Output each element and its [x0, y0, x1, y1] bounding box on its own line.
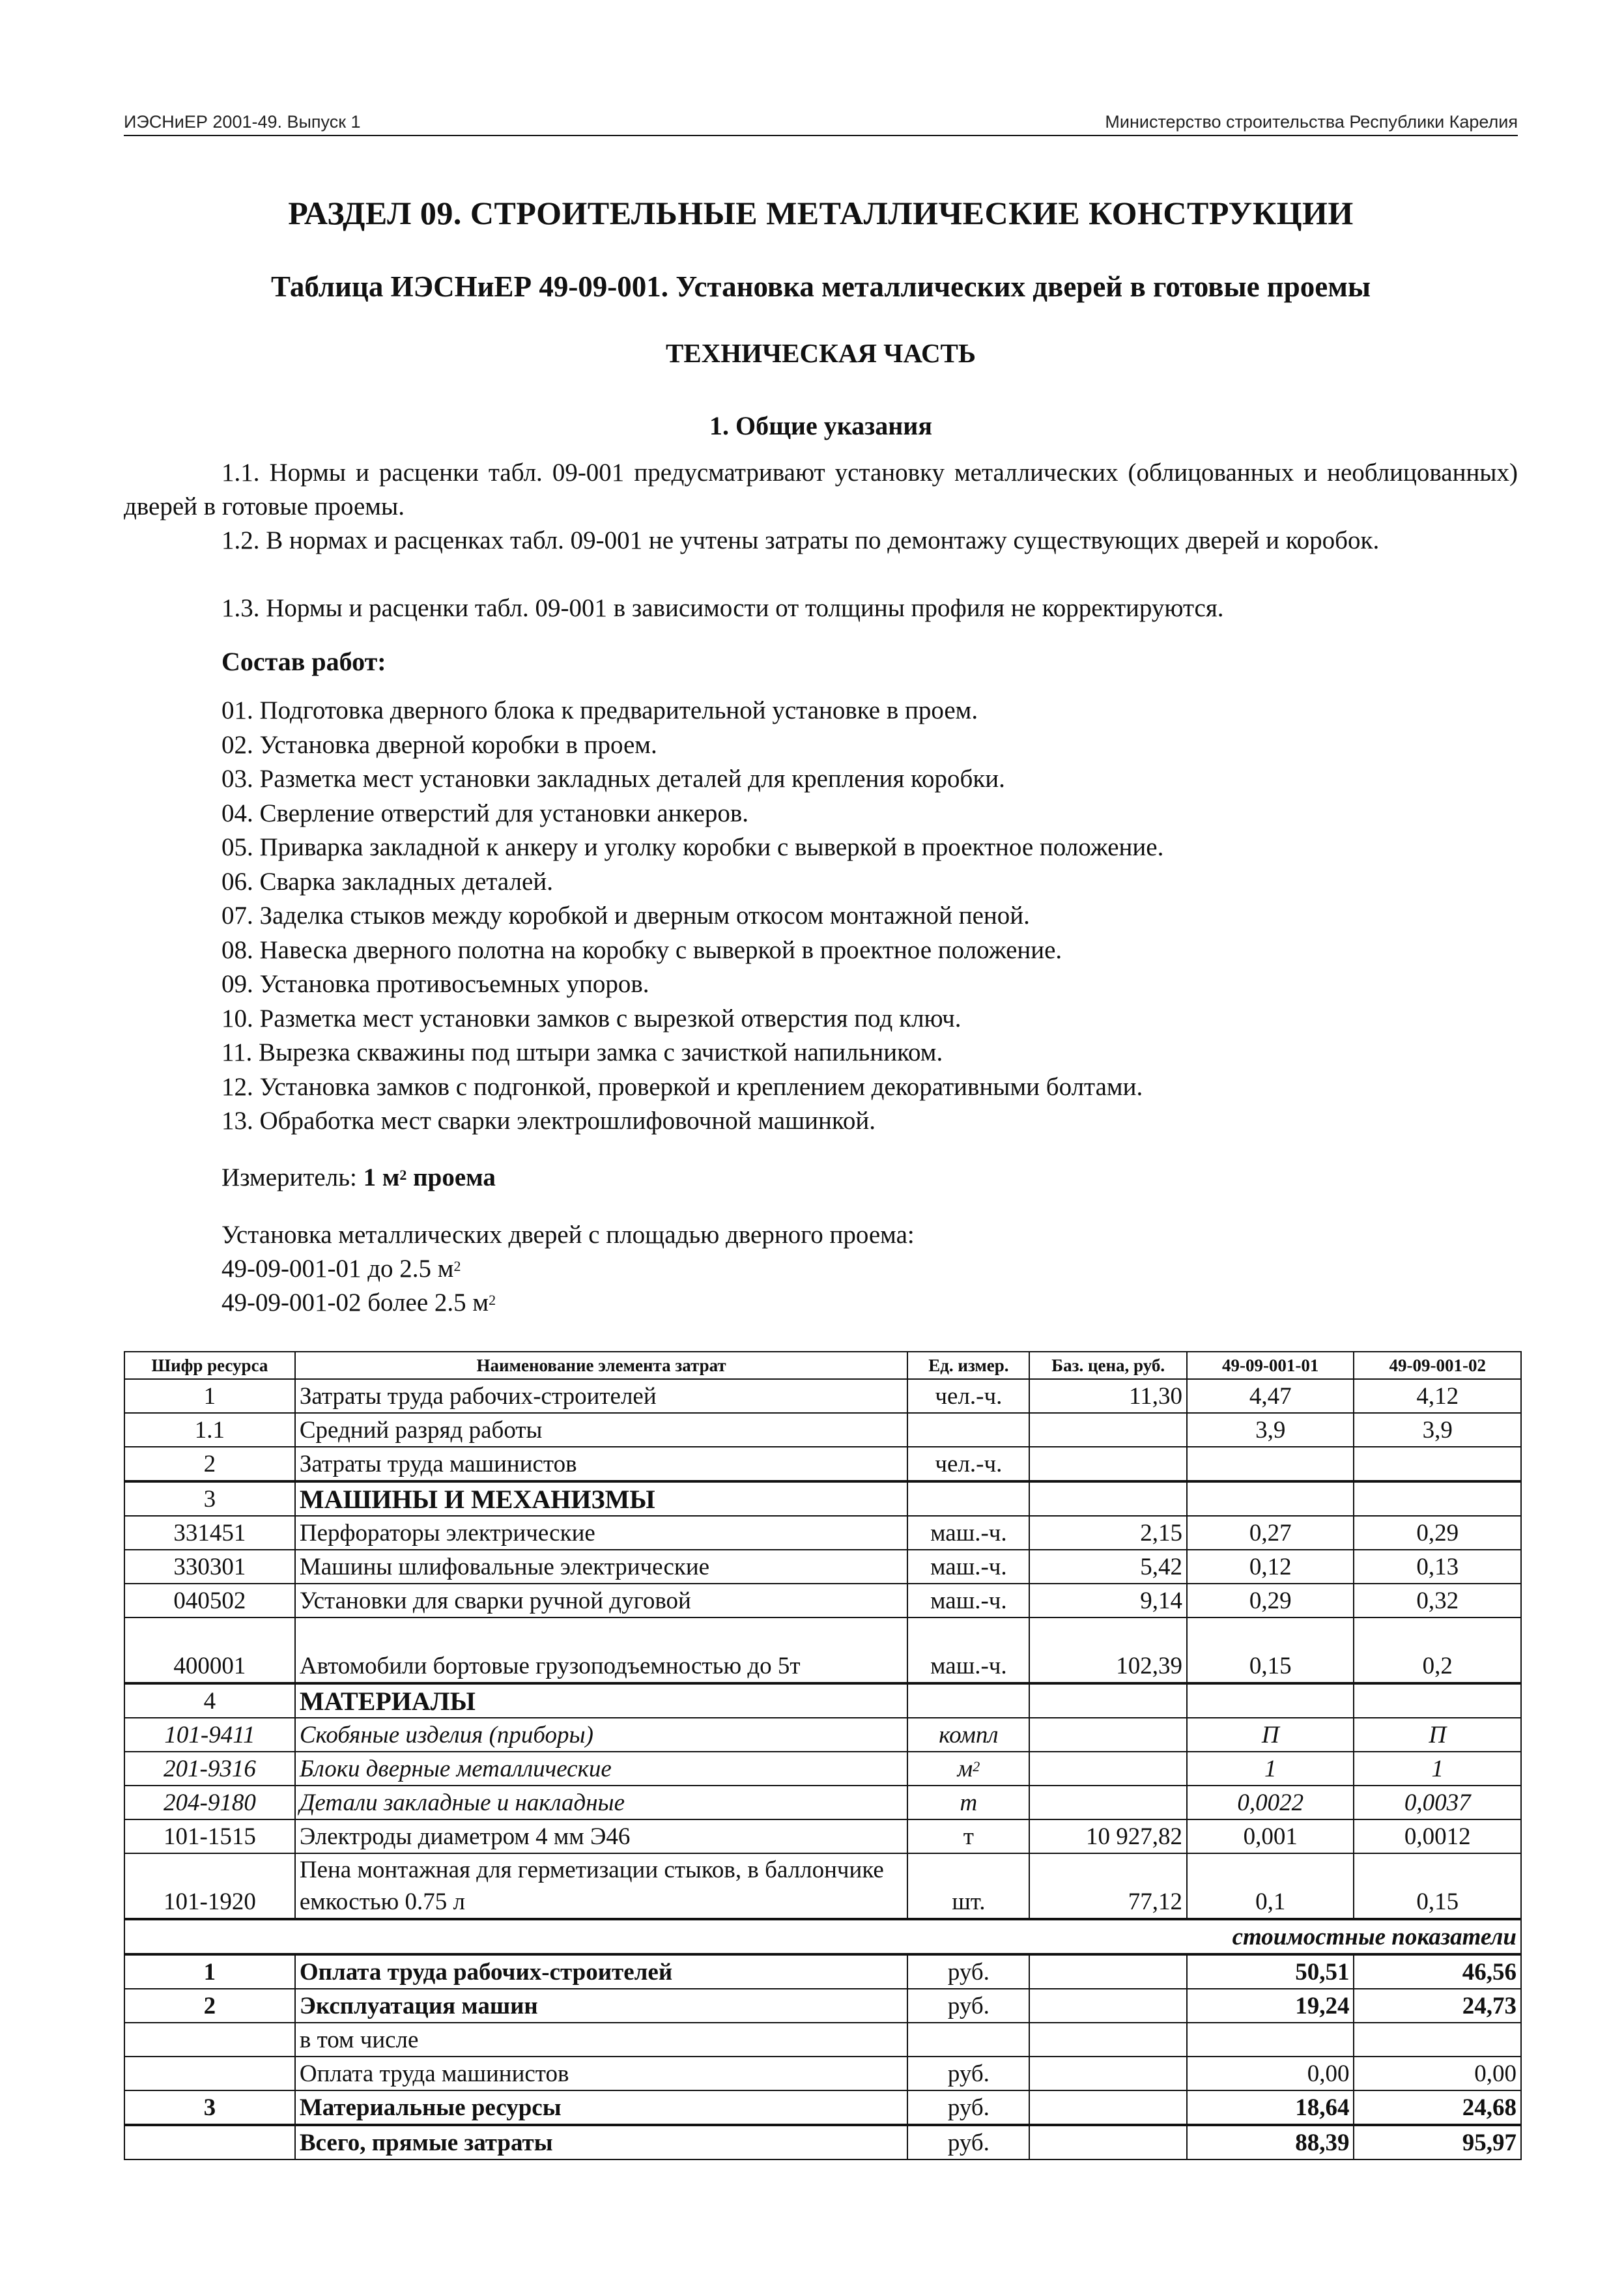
note-1: 1.1. Нормы и расценки табл. 09-001 предусматривают установку металлических (облицованных и необлицованных) дверей в готовые проемы. — [124, 459, 1518, 520]
summary-header-row — [124, 1919, 1521, 1954]
note-3: 1.3. Нормы и расценки табл. 09-001 в зависимости от толщины профиля не корректируются. — [221, 594, 1224, 622]
work-item: 13. Обработка мест сварки электрошлифовочной машинкой. — [221, 1107, 876, 1135]
table-row: 101-1515 Электроды диаметром 4 мм Э46 т 10 927,82 0,001 0,0012 — [124, 1819, 1521, 1853]
table-title: Таблица ИЭСНиЕР 49-09-001. Установка металлических дверей в готовые проемы — [270, 270, 1371, 303]
work-item: 09. Установка противосъемных упоров. — [221, 970, 649, 998]
running-header — [124, 112, 1518, 141]
table-row: 1 Затраты труда рабочих-строителей чел.-ч. 11,30 4,47 4,12 — [124, 1379, 1521, 1413]
install-variant-2: 49-09-001-02 более 2.5 $м^2$ — [221, 1289, 496, 1317]
table-section-row: 3 МАШИНЫ И МЕХАНИЗМЫ — [124, 1481, 1521, 1516]
works-title: Состав работ: — [221, 647, 386, 676]
cost-table — [124, 1351, 1522, 2160]
work-item: 01. Подготовка дверного блока к предварительной установке в проем. — [221, 696, 978, 724]
table-section-row: 4 МАТЕРИАЛЫ — [124, 1683, 1521, 1718]
work-item: 04. Сверление отверстий для установки анкеров. — [221, 799, 749, 827]
col-header-code: Шифр ресурса — [124, 1352, 295, 1379]
work-item: 12. Установка замков с подгонкой, проверкой и креплением декоративными болтами. — [221, 1072, 1143, 1101]
header-left: ИЭСНиЕР 2001-49. Выпуск 1 — [124, 112, 361, 132]
col-header-price: Баз. цена, руб. — [1029, 1352, 1187, 1379]
measure-line — [221, 1161, 496, 1195]
table-row: 400001 Автомобили бортовые грузоподъемностью до 5т маш.-ч. 102,39 0,15 0,2 — [124, 1617, 1521, 1683]
total-row: 3 Материальные ресурсы руб. 18,64 24,68 — [124, 2090, 1521, 2125]
work-item: 02. Установка дверной коробки в проем. — [221, 730, 657, 759]
table-row: 2 Затраты труда машинистов чел.-ч. — [124, 1447, 1521, 1481]
table-row: 1.1 Средний разряд работы 3,9 3,9 — [124, 1413, 1521, 1447]
table-header-row — [124, 1352, 1521, 1379]
work-item: 11. Вырезка скважины под штыри замка с зачисткой напильником. — [221, 1038, 943, 1066]
table-row: 330301 Машины шлифовальные электрические маш.-ч. 5,42 0,12 0,13 — [124, 1550, 1521, 1584]
tech-part-title: ТЕХНИЧЕСКАЯ ЧАСТЬ — [665, 338, 976, 368]
table-row: 040502 Установки для сварки ручной дуговой маш.-ч. 9,14 0,29 0,32 — [124, 1584, 1521, 1617]
col-header-norm-01: 49-09-001-01 — [1187, 1352, 1354, 1379]
summary-label: стоимостные показатели — [124, 1919, 1521, 1954]
work-item: 08. Навеска дверного полотна на коробку с выверкой в проектное положение. — [221, 935, 1062, 964]
general-notes-title: 1. Общие указания — [709, 411, 932, 440]
table-row: 101-9411 Скобяные изделия (приборы) компл П П — [124, 1718, 1521, 1752]
total-row: 1 Оплата труда рабочих-строителей руб. 50,51 46,56 — [124, 1954, 1521, 1989]
header-divider — [124, 135, 1518, 136]
table-row: 101-1920 Пена монтажная для герметизации стыков, в баллончике емкостью 0.75 л шт. 77,12 0,1 0,15 — [124, 1853, 1521, 1919]
install-variant-1: 49-09-001-01 до 2.5 $м^2$ — [221, 1255, 461, 1283]
total-row: Оплата труда машинистов руб. 0,00 0,00 — [124, 2057, 1521, 2090]
work-item: 10. Разметка мест установки замков с вырезкой отверстия под ключ. — [221, 1004, 962, 1033]
table-row: 331451 Перфораторы электрические маш.-ч. 2,15 0,27 0,29 — [124, 1516, 1521, 1550]
section-title: РАЗДЕЛ 09. СТРОИТЕЛЬНЫЕ МЕТАЛЛИЧЕСКИЕ КОНСТРУКЦИИ — [288, 195, 1354, 231]
grand-total-row: Всего, прямые затраты руб. 88,39 95,97 — [124, 2125, 1521, 2159]
works-list — [221, 694, 1163, 1139]
col-header-name: Наименование элемента затрат — [295, 1352, 908, 1379]
note-2: 1.2. В нормах и расценках табл. 09-001 не учтены затраты по демонтажу существующих дверей и коробок. — [221, 526, 1380, 554]
total-row: в том числе — [124, 2023, 1521, 2057]
install-line: Установка металлических дверей с площадью дверного проема: — [221, 1221, 915, 1249]
total-row: 2 Эксплуатация машин руб. 19,24 24,73 — [124, 1989, 1521, 2023]
header-right: Министерство строительства Республики Карелия — [1105, 112, 1518, 132]
table-row: 204-9180 Детали закладные и накладные т 0,0022 0,0037 — [124, 1786, 1521, 1819]
work-item: 05. Приварка закладной к анкеру и уголку коробки с выверкой в проектное положение. — [221, 833, 1164, 861]
work-item: 07. Заделка стыков между коробкой и дверным откосом монтажной пеной. — [221, 902, 1030, 930]
table-row: 201-9316 Блоки дверные металлические $м^2$ 1 1 — [124, 1752, 1521, 1786]
col-header-unit: Ед. измер. — [907, 1352, 1029, 1379]
col-header-norm-02: 49-09-001-02 — [1354, 1352, 1521, 1379]
measure-label: Измеритель: — [221, 1163, 357, 1191]
work-item: 03. Разметка мест установки закладных деталей для крепления коробки. — [221, 765, 1005, 793]
measure-value: 1 $м^2$ проема — [363, 1163, 496, 1191]
work-item: 06. Сварка закладных деталей. — [221, 867, 553, 896]
